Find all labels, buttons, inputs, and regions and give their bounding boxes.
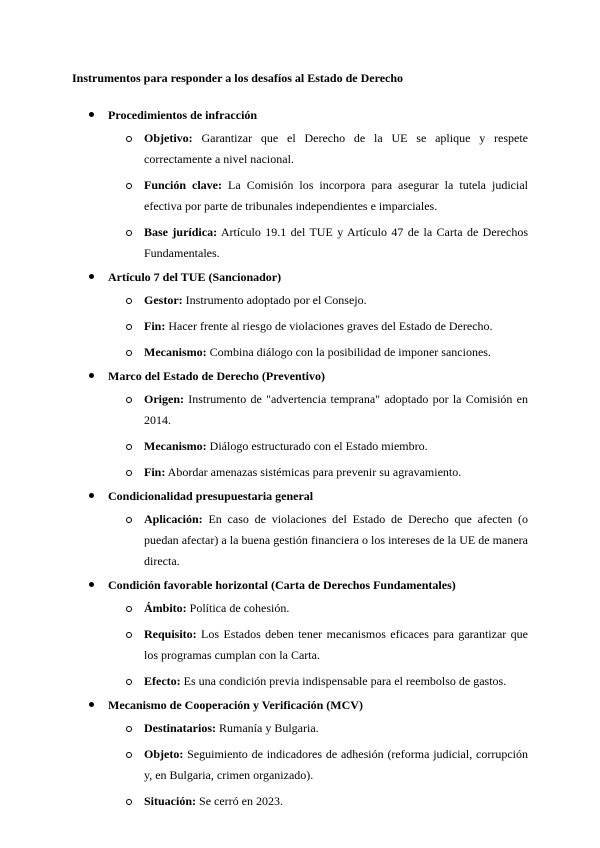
section-title: Procedimientos de infracción — [108, 108, 258, 122]
bullet-dot-icon — [89, 373, 94, 378]
item-text: Hacer frente al riesgo de violaciones graves del Estado de Derecho. — [165, 319, 493, 333]
item-text: Se cerró en 2023. — [196, 794, 283, 808]
item-text: Artículo 19.1 del TUE y Artículo 47 de la Carta de Derechos Fundamentales. — [144, 225, 528, 260]
bullet-circle-icon — [126, 632, 132, 638]
item-label: Base jurídica: — [144, 225, 218, 239]
bullet-dot-icon — [89, 493, 94, 498]
bullet-circle-icon — [126, 136, 132, 142]
bullet-circle-icon — [126, 350, 132, 356]
section-title: Marco del Estado de Derecho (Preventivo) — [108, 369, 325, 383]
item-text: En caso de violaciones del Estado de Derecho que afecten (o puedan afectar) a la buena gestión financiera o los intereses de la UE de manera directa. — [144, 512, 528, 568]
item-text: Instrumento adoptado por el Consejo. — [182, 293, 367, 307]
sub-list-item — [108, 598, 528, 619]
bullet-circle-icon — [126, 230, 132, 236]
section-list — [72, 107, 528, 812]
item-text: Es una condición previa indispensable para el reembolso de gastos. — [180, 674, 507, 688]
document-title: Instrumentos para responder a los desafíos al Estado de Derecho — [72, 71, 404, 85]
item-label: Aplicación: — [144, 512, 203, 526]
item-label: Función clave: — [144, 178, 223, 192]
sub-list-item — [108, 222, 528, 264]
item-text: Seguimiento de indicadores de adhesión (reforma judicial, corrupción y, en Bulgaria, crimen organizado). — [144, 747, 528, 782]
item-label: Objeto: — [144, 747, 184, 761]
item-text: Abordar amenazas sistémicas para prevenir su agravamiento. — [165, 465, 462, 479]
item-label: Ámbito: — [144, 601, 187, 615]
item-text: Diálogo estructurado con el Estado miembro. — [206, 439, 428, 453]
section-title: Condicionalidad presupuestaria general — [108, 489, 314, 503]
sub-list-item — [108, 342, 528, 363]
item-label: Objetivo: — [144, 131, 193, 145]
sub-item-list — [108, 509, 528, 572]
sub-list-item — [108, 671, 528, 692]
sub-list-item — [108, 744, 528, 786]
item-text: Política de cohesión. — [186, 601, 290, 615]
section-item — [72, 368, 528, 483]
bullet-circle-icon — [126, 726, 132, 732]
sub-list-item — [108, 436, 528, 457]
bullet-circle-icon — [126, 444, 132, 450]
sub-list-item — [108, 290, 528, 311]
bullet-circle-icon — [126, 183, 132, 189]
item-label: Mecanismo: — [144, 439, 207, 453]
item-label: Origen: — [144, 392, 184, 406]
sub-list-item — [108, 175, 528, 217]
sub-list-item — [108, 791, 528, 812]
bullet-dot-icon — [89, 582, 94, 587]
sub-list-item — [108, 509, 528, 572]
sub-item-list — [108, 290, 528, 363]
item-label: Requisito: — [144, 627, 197, 641]
bullet-circle-icon — [126, 470, 132, 476]
sub-list-item — [108, 462, 528, 483]
section-item — [72, 488, 528, 572]
sub-item-list — [108, 598, 528, 692]
bullet-circle-icon — [126, 679, 132, 685]
sub-item-list — [108, 718, 528, 812]
sub-list-item — [108, 624, 528, 666]
item-text: Combina diálogo con la posibilidad de imponer sanciones. — [206, 345, 491, 359]
sub-list-item — [108, 718, 528, 739]
bullet-circle-icon — [126, 606, 132, 612]
bullet-circle-icon — [126, 517, 132, 523]
section-title: Condición favorable horizontal (Carta de Derechos Fundamentales) — [108, 578, 456, 592]
sub-list-item — [108, 389, 528, 431]
item-label: Situación: — [144, 794, 197, 808]
item-text: Instrumento de "advertencia temprana" adoptado por la Comisión en 2014. — [144, 392, 528, 427]
item-label: Destinatarios: — [144, 721, 216, 735]
item-label: Mecanismo: — [144, 345, 207, 359]
item-label: Gestor: — [144, 293, 183, 307]
section-item — [72, 269, 528, 363]
bullet-dot-icon — [89, 702, 94, 707]
section-title: Mecanismo de Cooperación y Verificación (MCV) — [108, 698, 363, 712]
item-label: Efecto: — [144, 674, 181, 688]
bullet-dot-icon — [89, 274, 94, 279]
section-item — [72, 107, 528, 264]
item-label: Fin: — [144, 319, 166, 333]
bullet-circle-icon — [126, 752, 132, 758]
sub-list-item — [108, 316, 528, 337]
item-text: Rumanía y Bulgaria. — [216, 721, 319, 735]
item-text: La Comisión los incorpora para asegurar la tutela judicial efectiva por parte de tribunales independientes e imparciales. — [144, 178, 529, 213]
bullet-dot-icon — [89, 112, 94, 117]
item-text: Garantizar que el Derecho de la UE se aplique y respete correctamente a nivel nacional. — [144, 131, 528, 166]
sub-item-list — [108, 389, 528, 483]
item-text: Los Estados deben tener mecanismos eficaces para garantizar que los programas cumplan con la Carta. — [144, 627, 528, 662]
section-title: Artículo 7 del TUE (Sancionador) — [108, 270, 282, 284]
bullet-circle-icon — [126, 298, 132, 304]
section-item — [72, 697, 528, 812]
bullet-circle-icon — [126, 397, 132, 403]
bullet-circle-icon — [126, 799, 132, 805]
section-item — [72, 577, 528, 692]
bullet-circle-icon — [126, 324, 132, 330]
sub-list-item — [108, 128, 528, 170]
sub-item-list — [108, 128, 528, 264]
item-label: Fin: — [144, 465, 166, 479]
